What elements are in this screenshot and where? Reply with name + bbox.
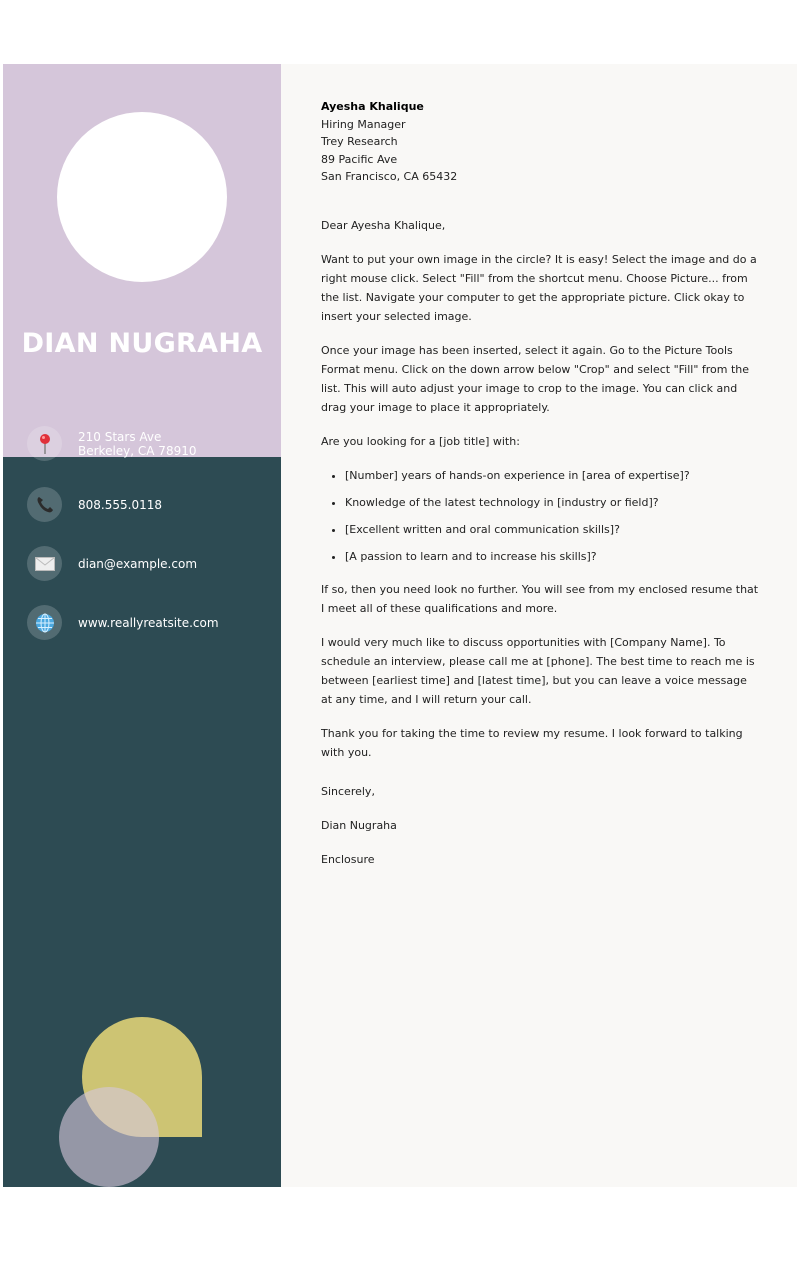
closing: Sincerely, xyxy=(321,784,375,798)
recipient-block xyxy=(321,98,761,186)
email-address: dian@example.com xyxy=(78,556,198,571)
recipient-company: Trey Research xyxy=(321,135,398,148)
contact-phone xyxy=(27,487,162,522)
paragraph-2: Once your image has been inserted, select it again. Go to the Picture Tools Format menu. Click on the down arrow below "Crop" and select "Fill" from the list. This will auto adjust your image to crop to the image. You can click and drag your image to place it appropriately. xyxy=(321,343,750,414)
address-line-1: 210 Stars Ave xyxy=(78,429,162,444)
list-item: • [Excellent written and oral communication skills]? xyxy=(345,520,761,539)
recipient-name: Ayesha Khalique xyxy=(321,100,424,113)
map-pin-icon xyxy=(27,426,62,461)
list-item: • [A passion to learn and to increase his skills]? xyxy=(345,547,761,566)
contact-email xyxy=(27,546,197,581)
paragraph-3: Are you looking for a [job title] with: xyxy=(321,434,520,448)
decorative-circle-shape xyxy=(59,1087,159,1187)
website-url: www.reallyreatsite.com xyxy=(78,615,219,630)
recipient-city: San Francisco, CA 65432 xyxy=(321,170,458,183)
list-item: • Knowledge of the latest technology in [industry or field]? xyxy=(345,493,761,512)
paragraph-4: If so, then you need look no further. You will see from my enclosed resume that I meet all of these qualifications and more. xyxy=(321,582,759,615)
paragraph-1: Want to put your own image in the circle? It is easy! Select the image and do a right mouse click. Select "Fill" from the shortcut menu. Choose Picture... from the list. Navigate your computer to get the appropriate picture. Click okay to insert your selected image. xyxy=(321,252,757,323)
paragraph-5: I would very much like to discuss opportunities with [Company Name]. To schedule an interview, please call me at [phone]. The best time to reach me is between [earliest time] and [latest time], but you can leave a voice message at any time, and I will return your call. xyxy=(321,635,755,706)
phone-icon xyxy=(27,487,62,522)
salutation: Dear Ayesha Khalique, xyxy=(321,218,446,232)
envelope-icon xyxy=(27,546,62,581)
cover-letter-page xyxy=(3,64,797,1187)
phone-number: 808.555.0118 xyxy=(78,497,162,512)
recipient-title: Hiring Manager xyxy=(321,117,406,131)
list-item: • [Number] years of hands-on experience in [area of expertise]? xyxy=(345,466,761,485)
qualifications-list xyxy=(321,466,761,566)
profile-photo-placeholder[interactable] xyxy=(57,112,227,282)
paragraph-6: Thank you for taking the time to review my resume. I look forward to talking with you. xyxy=(321,726,743,759)
recipient-street: 89 Pacific Ave xyxy=(321,152,398,166)
contact-address xyxy=(27,426,196,461)
address-line-2: Berkeley, CA 78910 xyxy=(78,443,197,458)
letter-body xyxy=(321,98,761,884)
signature: Dian Nugraha xyxy=(321,818,397,832)
contact-website xyxy=(27,605,219,640)
globe-icon xyxy=(27,605,62,640)
applicant-name: DIAN NUGRAHA xyxy=(21,328,263,359)
enclosure-note: Enclosure xyxy=(321,852,375,866)
sidebar xyxy=(3,64,281,1187)
